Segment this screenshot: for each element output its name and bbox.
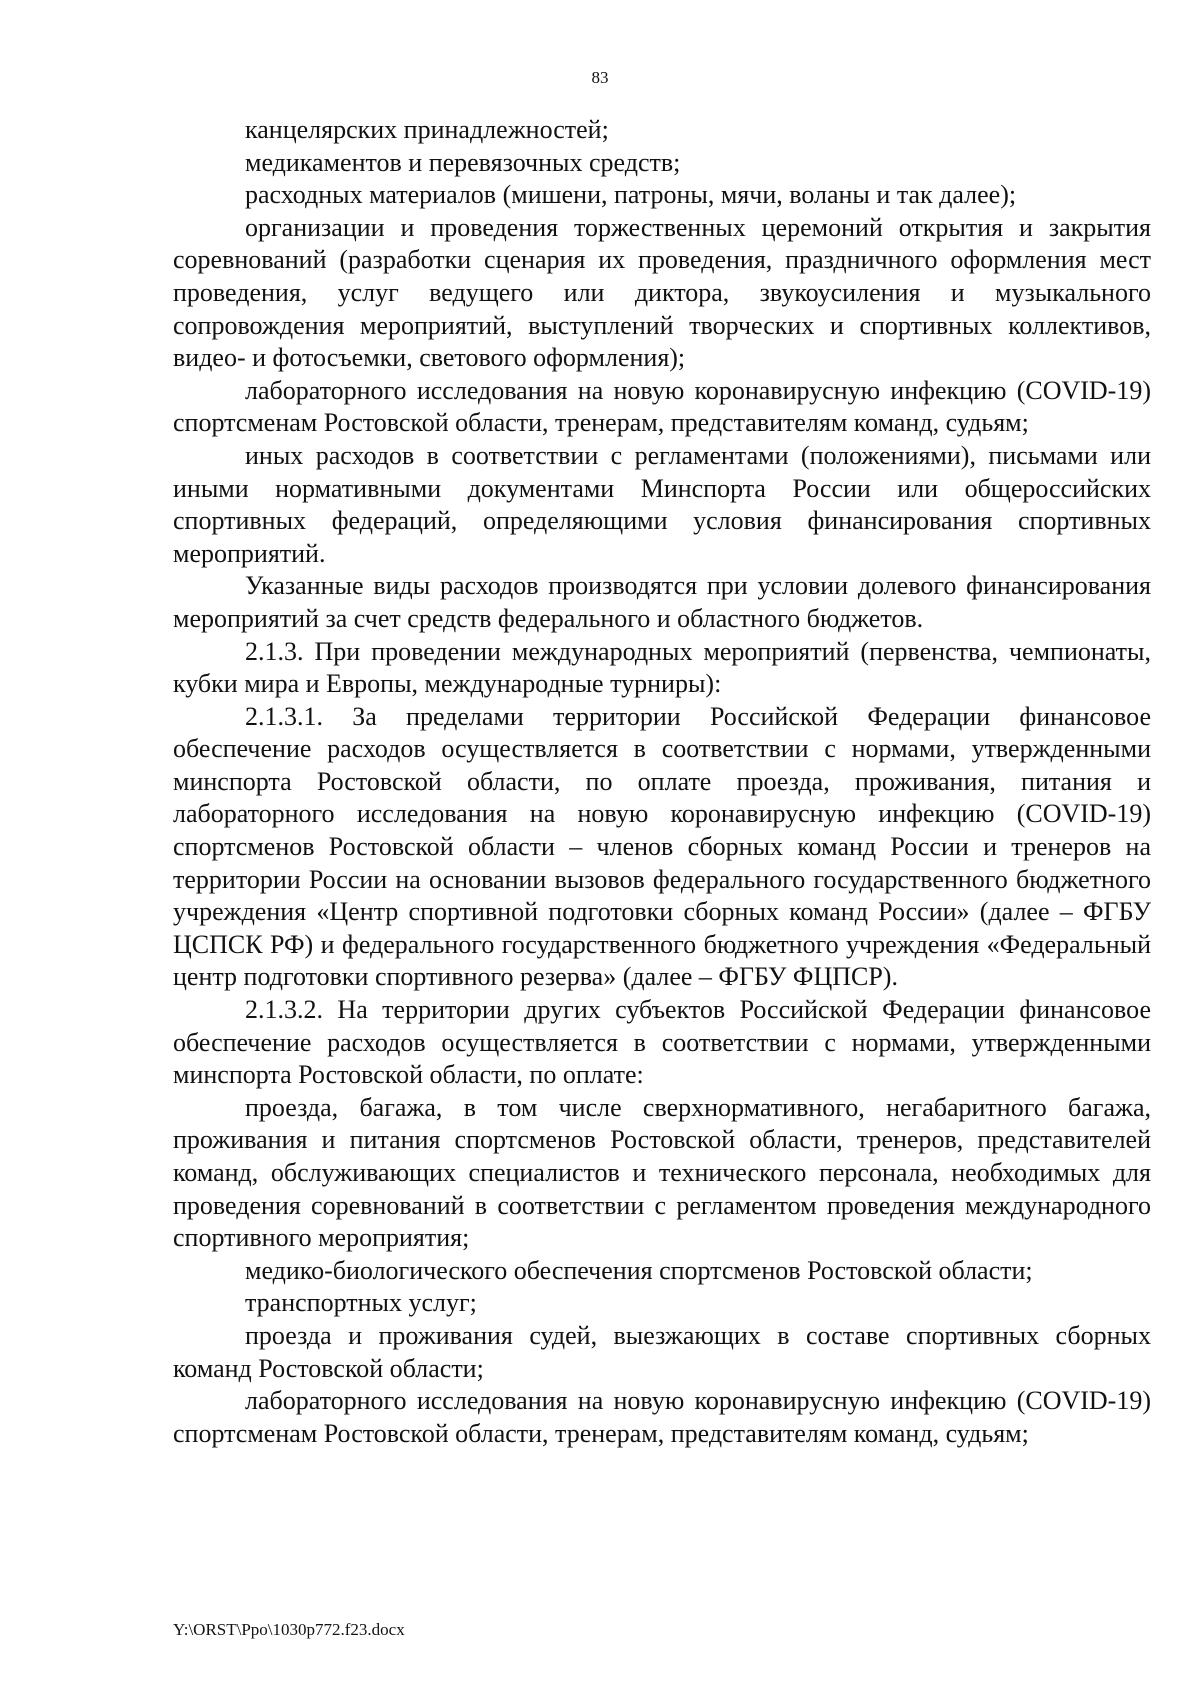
footer-file-path: Y:\ORST\Ppo\1030p772.f23.docx bbox=[173, 1620, 405, 1639]
paragraph-13: транспортных услуг; bbox=[245, 1288, 477, 1318]
paragraph-2: медикаментов и перевязочных средств; bbox=[245, 147, 681, 177]
paragraph-8: 2.1.3. При проведении международных мероприятий (первенства, чемпионаты, кубки мира и Европы, международные турниры): bbox=[173, 636, 1151, 699]
paragraph-14: проезда и проживания судей, выезжающих в составе спортивных сборных команд Ростовской области; bbox=[173, 1320, 1151, 1383]
paragraph-7: Указанные виды расходов производятся при условии долевого финансирования мероприятий за счет средств федерального и областного бюджетов. bbox=[173, 571, 1151, 633]
paragraph-15: лабораторного исследования на новую коронавирусную инфекцию (COVID-19) спортсменам Ростовской области, тренерам, представителям команд, судьям; bbox=[173, 1386, 1151, 1448]
paragraph-10: 2.1.3.2. На территории других субъектов Российской Федерации финансовое обеспечение расходов осуществляется в соответствии с нормами, утвержденными минспорта Ростовской области, по оплате: bbox=[173, 995, 1151, 1090]
paragraph-9: 2.1.3.1. За пределами территории Российской Федерации финансовое обеспечение расходов осуществляется в соответствии с нормами, утвержденными минспорта Ростовской области, по оплате проезда, проживания, питания и лабораторного исследования на новую коронавирусную инфекцию (COVID-19) спортсменов Ростовской области – членов сборных команд России и тренеров на территории России на основании вызовов федерального государственного бюджетного учреждения «Центр спортивной подготовки сборных команд России» (далее – ФГБУ ЦСПСК РФ) и федерального государственного бюджетного учреждения «Федеральный центр подготовки спортивного резерва» (далее – ФГБУ ФЦПСР). bbox=[173, 701, 1151, 992]
paragraph-6: иных расходов в соответствии с регламентами (положениями), письмами или иными нормативными документами Минспорта России или общероссийских спортивных федераций, определяющими условия финансирования спортивных мероприятий. bbox=[173, 440, 1151, 568]
page-number: 83 bbox=[591, 68, 609, 87]
paragraph-1: канцелярских принадлежностей; bbox=[245, 115, 609, 144]
document-body bbox=[173, 114, 1151, 1450]
paragraph-5: лабораторного исследования на новую коронавирусную инфекцию (COVID-19) спортсменам Ростовской области, тренерам, представителям команд, судьям; bbox=[173, 375, 1151, 438]
paragraph-3: расходных материалов (мишени, патроны, мячи, воланы и так далее); bbox=[245, 180, 1017, 210]
paragraph-12: медико-биологического обеспечения спортсменов Ростовской области; bbox=[245, 1255, 1033, 1285]
paragraph-4: организации и проведения торжественных церемоний открытия и закрытия соревнований (разработки сценария их проведения, праздничного оформления мест проведения, услуг ведущего или диктора, звукоусиления и музыкального сопровождения мероприятий, выступлений творческих и спортивных коллективов, видео- и фотосъемки, светового оформления); bbox=[173, 212, 1151, 373]
paragraph-11: проезда, багажа, в том числе сверхнормативного, негабаритного багажа, проживания и питания спортсменов Ростовской области, тренеров, представителей команд, обслуживающих специалистов и технического персонала, необходимых для проведения соревнований в соответствии с регламентом проведения международного спортивного мероприятия; bbox=[173, 1092, 1151, 1253]
